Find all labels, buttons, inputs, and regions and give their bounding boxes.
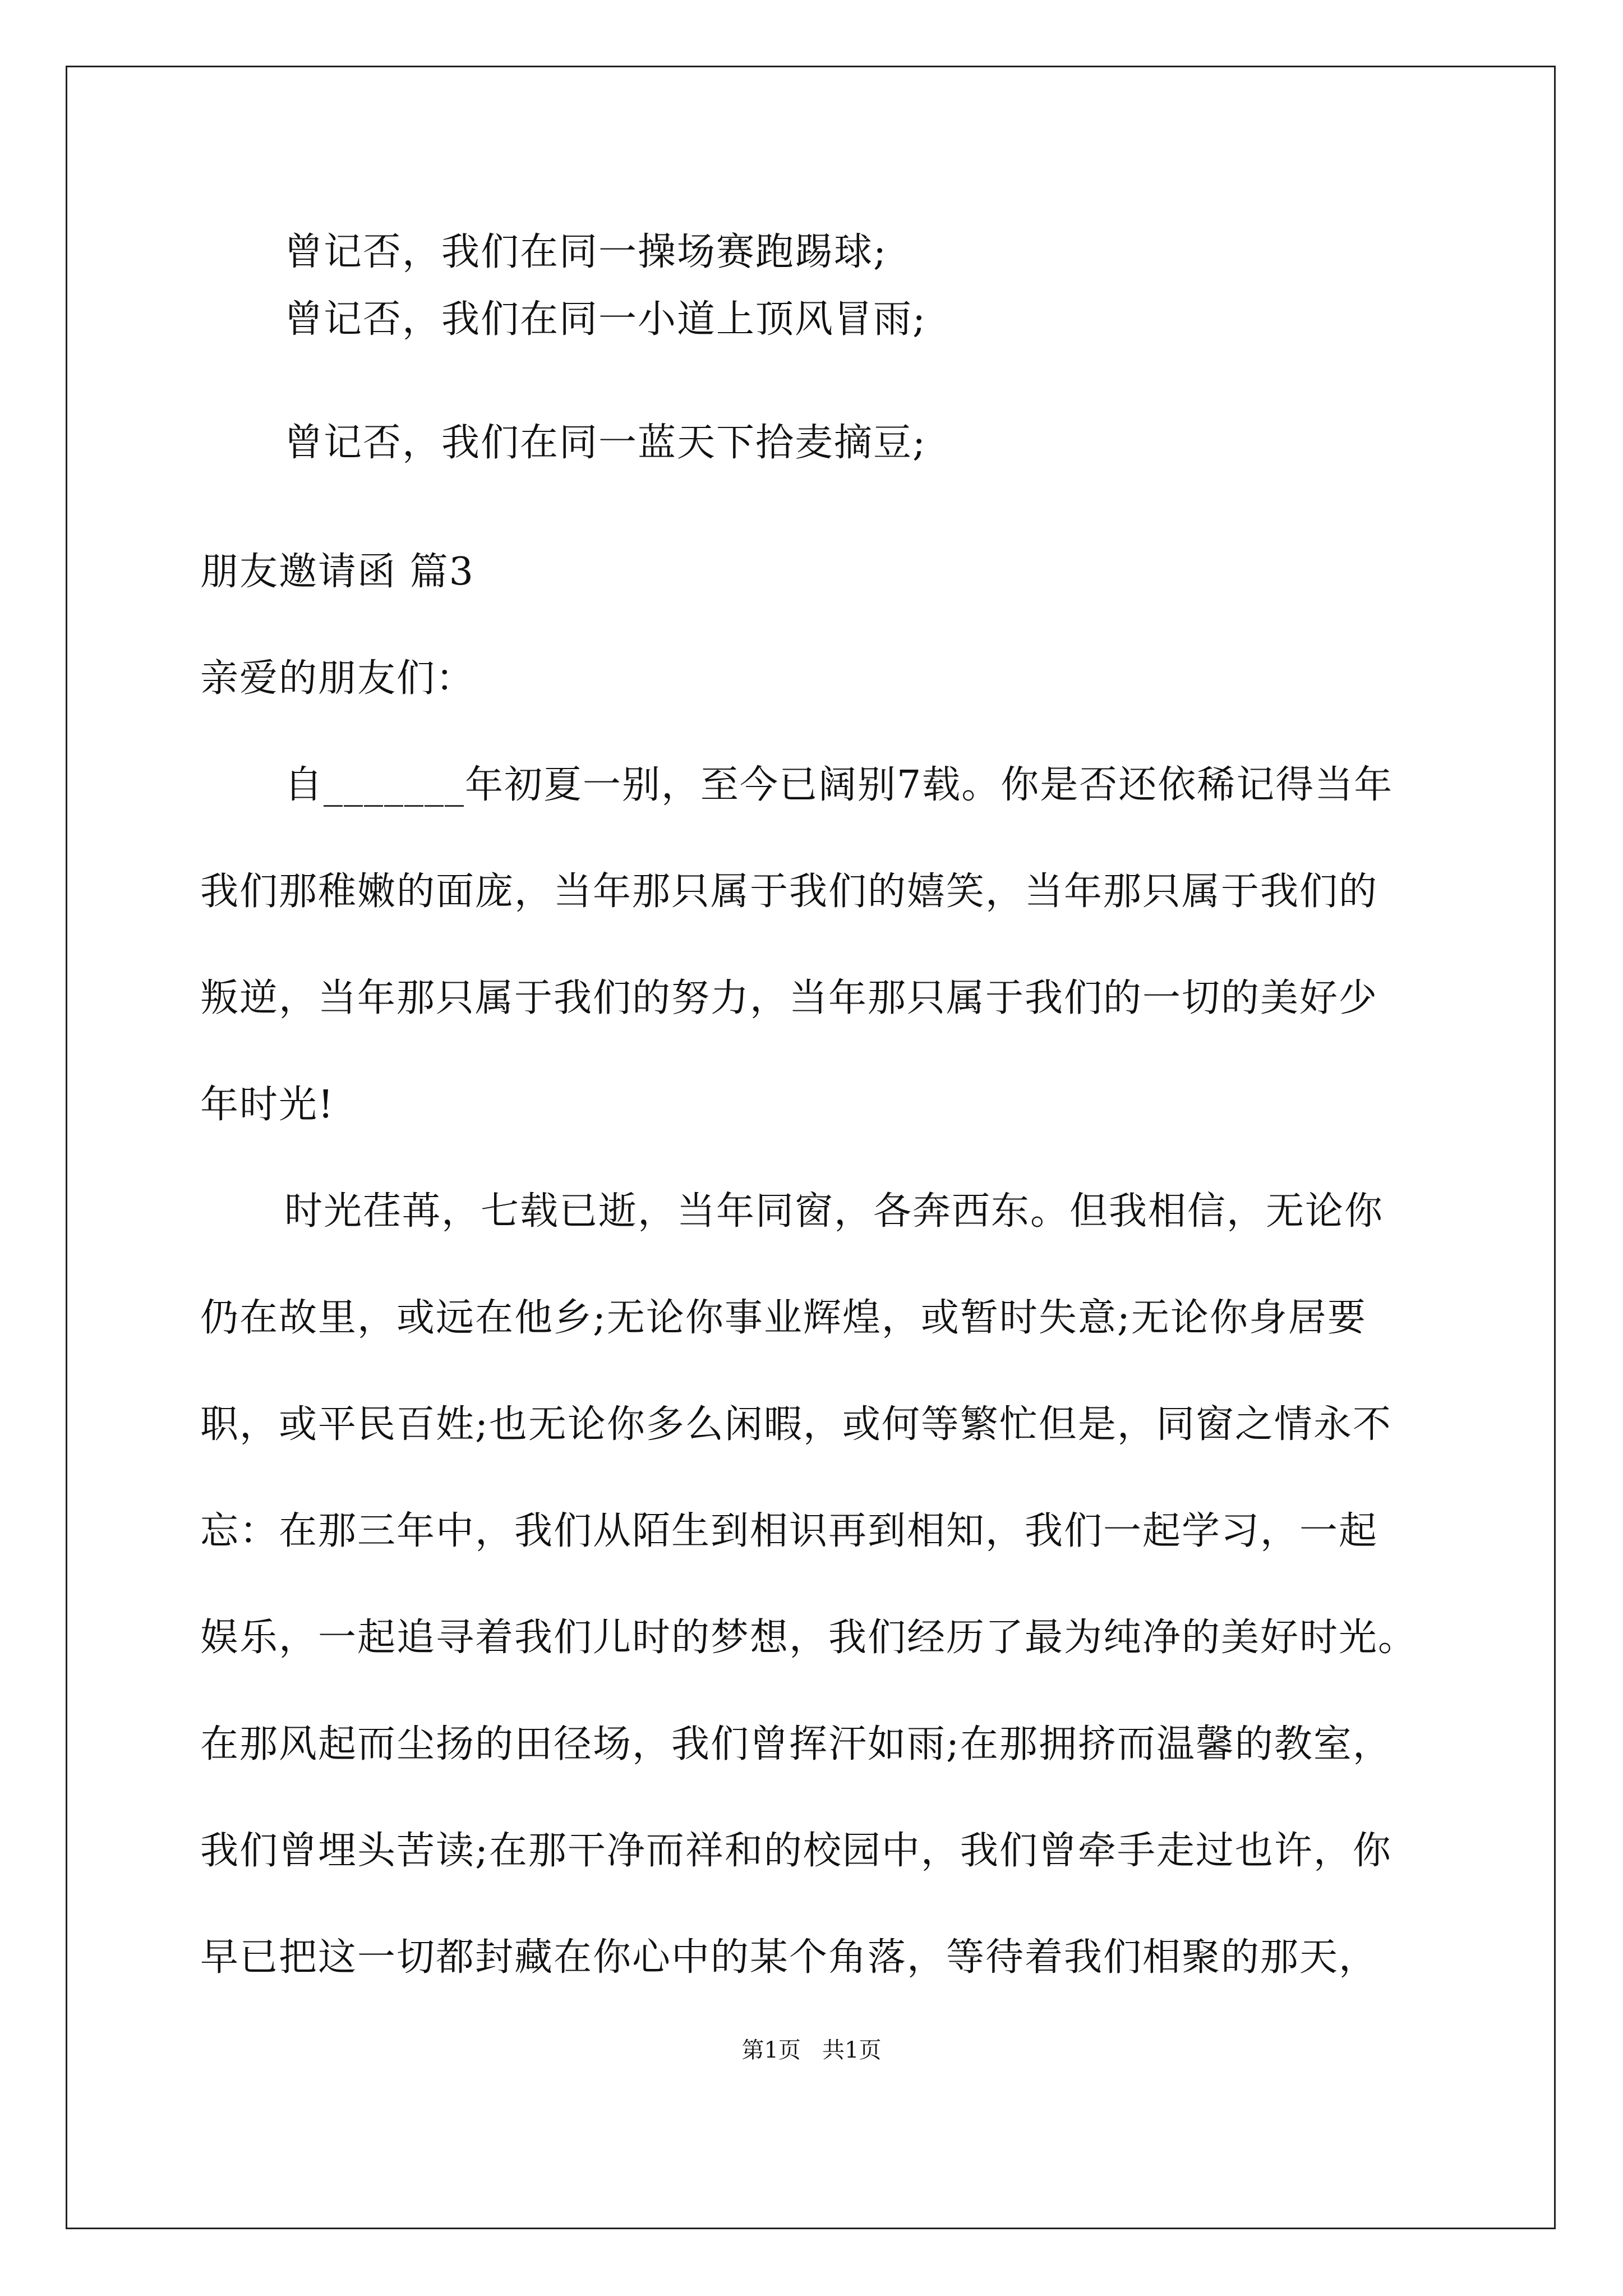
text-line-13: 忘：在那三年中，我们从陌生到相识再到相知，我们一起学习，一起 bbox=[200, 1509, 1378, 1553]
page-number: 第1页 共1页 bbox=[741, 2037, 882, 2063]
section-heading: 朋友邀请函 篇3 bbox=[200, 550, 474, 594]
text-line-17: 早已把这一切都封藏在你心中的某个角落，等待着我们相聚的那天， bbox=[200, 1935, 1378, 1980]
text-line-16: 我们曾埋头苦读;在那干净而祥和的校园中，我们曾牵手走过也许，你 bbox=[200, 1829, 1392, 1873]
text-line-12: 职，或平民百姓;也无论你多么闲暇，或何等繁忙但是，同窗之情永不 bbox=[200, 1402, 1392, 1447]
text-line-8: 叛逆，当年那只属于我们的努力，当年那只属于我们的一切的美好少 bbox=[200, 976, 1378, 1020]
text-line-6: 自_______年初夏一别，至今已阔别7载。你是否还依稀记得当年 bbox=[284, 763, 1394, 807]
text-line-11: 仍在故里，或远在他乡;无论你事业辉煌，或暂时失意;无论你身居要 bbox=[200, 1296, 1367, 1340]
text-line-1: 曾记否，我们在同一操场赛跑踢球; bbox=[284, 230, 887, 274]
text-line-15: 在那风起而尘扬的田径场，我们曾挥汗如雨;在那拥挤而温馨的教室， bbox=[200, 1722, 1392, 1766]
text-line-7: 我们那稚嫩的面庞，当年那只属于我们的嬉笑，当年那只属于我们的 bbox=[200, 869, 1378, 914]
salutation: 亲爱的朋友们： bbox=[200, 656, 476, 701]
text-line-10: 时光荏苒，七载已逝，当年同窗，各奔西东。但我相信，无论你 bbox=[284, 1189, 1384, 1234]
text-line-9: 年时光! bbox=[200, 1083, 335, 1127]
text-line-3: 曾记否，我们在同一蓝天下拾麦摘豆; bbox=[284, 421, 926, 465]
text-line-14: 娱乐，一起追寻着我们儿时的梦想，我们经历了最为纯净的美好时光。 bbox=[200, 1616, 1418, 1660]
text-line-2: 曾记否，我们在同一小道上顶风冒雨; bbox=[284, 297, 926, 342]
page-border bbox=[66, 66, 1556, 2229]
